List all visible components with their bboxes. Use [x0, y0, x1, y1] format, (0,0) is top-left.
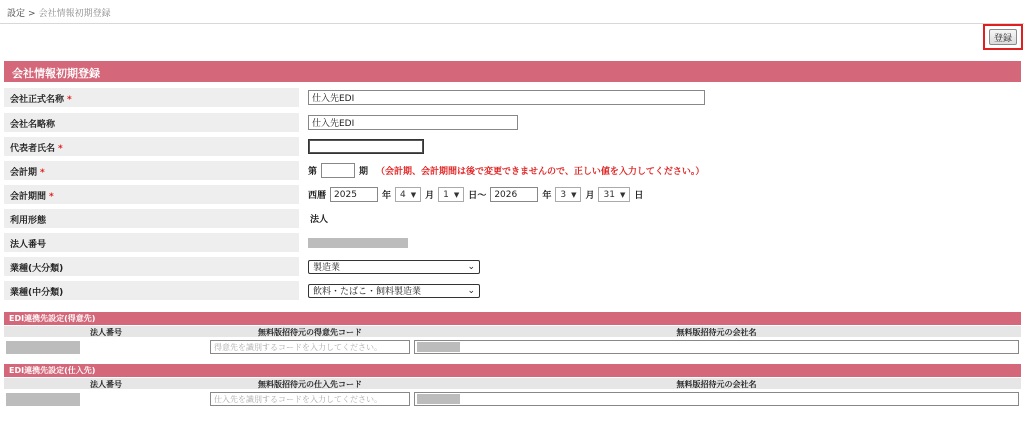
chevron-down-icon: ▼	[410, 190, 417, 199]
row-fiscal-term	[4, 161, 1021, 180]
company-name-field[interactable]	[414, 340, 1019, 354]
industry-major-select[interactable]: 製造業 ⌄	[308, 260, 480, 274]
day-unit: 日	[634, 191, 644, 201]
breadcrumb-current: 会社情報初期登録	[38, 9, 111, 19]
required-mark: *	[67, 95, 72, 105]
end-year-input[interactable]	[490, 187, 538, 202]
chevron-down-icon: ▼	[453, 190, 460, 199]
section-title: 会社情報初期登録	[4, 61, 1021, 82]
chevron-down-icon: ▼	[619, 190, 626, 199]
row-usage-type	[4, 209, 1021, 228]
row-short-name	[4, 113, 1021, 132]
official-name-input[interactable]	[308, 90, 705, 105]
range-separator: ～	[477, 191, 487, 201]
start-year-input[interactable]	[330, 187, 378, 202]
col-company-name: 無料版招待元の会社名	[676, 328, 757, 337]
fiscal-term-prefix: 第	[308, 167, 318, 177]
value-industry-major	[308, 257, 480, 276]
company-name-masked	[417, 342, 460, 352]
corporate-number-masked	[6, 393, 80, 406]
chevron-down-icon: ⌄	[467, 285, 475, 296]
supplier-code-input[interactable]: 仕入先を識別するコードを入力してください。	[210, 392, 410, 406]
chevron-down-icon: ▼	[571, 190, 577, 199]
corporate-number-masked	[308, 238, 408, 248]
month-unit: 月	[425, 191, 435, 201]
value-corporate-number	[308, 233, 408, 252]
year-unit: 年	[382, 191, 392, 201]
label-short-name: 会社名略称	[4, 113, 299, 132]
breadcrumb-separator: >	[28, 9, 36, 19]
edi-supplier-column-headers	[4, 378, 1021, 389]
end-day-select[interactable]: 31 ▼	[598, 187, 630, 202]
label-corporate-number: 法人番号	[4, 233, 299, 252]
customer-code-input[interactable]: 得意先を識別するコードを入力してください。	[210, 340, 410, 354]
value-fiscal-term	[308, 161, 704, 180]
divider	[0, 23, 1024, 24]
breadcrumb	[7, 6, 111, 19]
label-official-name: 会社正式名称 *	[4, 88, 299, 107]
representative-input[interactable]	[308, 139, 424, 154]
start-month-select[interactable]: 4 ▼	[395, 187, 421, 202]
label-industry-major: 業種(大分類)	[4, 257, 299, 276]
row-industry-middle	[4, 281, 1021, 300]
end-month-select[interactable]: 3 ▼	[555, 187, 581, 202]
edi-customer-header: EDI連携先設定(得意先)	[4, 312, 1021, 325]
edi-supplier-header: EDI連携先設定(仕入先)	[4, 364, 1021, 377]
chevron-down-icon: ⌄	[467, 261, 475, 272]
fiscal-term-warning: （会計期、会計期間は後で変更できませんので、正しい値を入力してください。）	[376, 167, 705, 177]
era-label: 西暦	[308, 191, 327, 201]
register-button[interactable]: 登録	[989, 29, 1017, 45]
required-mark: *	[40, 168, 45, 178]
edi-customer-column-headers	[4, 326, 1021, 337]
month-unit: 月	[585, 191, 595, 201]
company-name-field[interactable]	[414, 392, 1019, 406]
row-corporate-number	[4, 233, 1021, 252]
col-company-name: 無料版招待元の会社名	[676, 380, 757, 389]
fiscal-term-suffix: 期	[359, 167, 369, 177]
col-supplier-code: 無料版招待元の仕入先コード	[258, 380, 362, 389]
value-industry-middle	[308, 281, 480, 300]
required-mark: *	[58, 144, 63, 154]
industry-middle-select[interactable]: 飲料・たばこ・飼料製造業 ⌄	[308, 284, 480, 298]
day-unit: 日	[468, 191, 478, 201]
corporate-number-masked	[6, 341, 80, 354]
row-official-name	[4, 88, 1021, 107]
label-fiscal-period: 会計期間 *	[4, 185, 299, 204]
col-corporate-number: 法人番号	[90, 380, 122, 389]
value-representative	[308, 137, 424, 156]
required-mark: *	[49, 192, 54, 202]
company-name-masked	[417, 394, 460, 404]
value-official-name	[308, 88, 705, 107]
row-fiscal-period	[4, 185, 1021, 204]
short-name-input[interactable]	[308, 115, 518, 130]
value-fiscal-period	[308, 185, 647, 204]
label-usage-type: 利用形態	[4, 209, 299, 228]
year-unit: 年	[542, 191, 552, 201]
col-customer-code: 無料版招待元の得意先コード	[258, 328, 362, 337]
label-fiscal-term: 会計期 *	[4, 161, 299, 180]
label-industry-middle: 業種(中分類)	[4, 281, 299, 300]
table-row	[4, 390, 1021, 408]
value-usage-type	[308, 209, 332, 228]
fiscal-term-input[interactable]	[321, 163, 355, 178]
usage-type-value: 法人	[310, 215, 329, 225]
row-representative	[4, 137, 1021, 156]
row-industry-major	[4, 257, 1021, 276]
col-corporate-number: 法人番号	[90, 328, 122, 337]
value-short-name	[308, 113, 518, 132]
table-row	[4, 338, 1021, 356]
label-representative: 代表者氏名 *	[4, 137, 299, 156]
breadcrumb-parent[interactable]: 設定	[7, 9, 26, 19]
start-day-select[interactable]: 1 ▼	[438, 187, 464, 202]
